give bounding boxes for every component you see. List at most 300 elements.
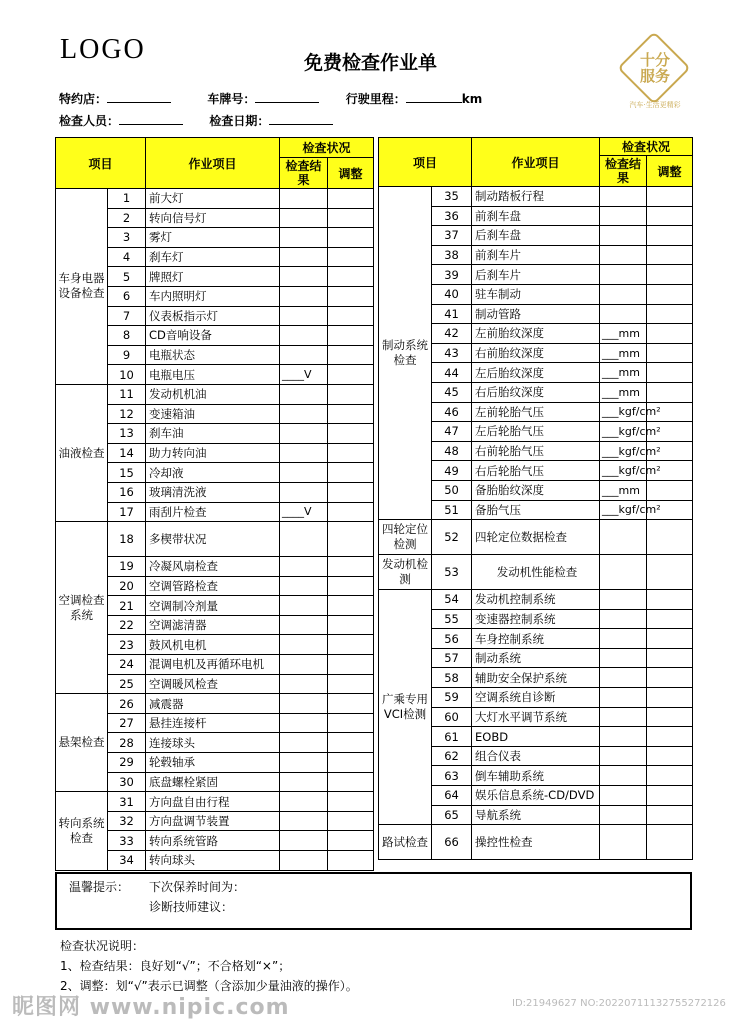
adjust-cell[interactable] — [328, 424, 374, 444]
task-name: 变速器控制系统 — [472, 609, 600, 629]
adjust-cell[interactable] — [647, 668, 693, 688]
result-cell[interactable]: ___kgf/cm² — [600, 500, 647, 520]
task-name: 制动管路 — [472, 304, 600, 324]
result-cell[interactable]: ___mm — [600, 480, 647, 500]
task-name: 变速箱油 — [146, 404, 280, 424]
task-name: 前大灯 — [146, 189, 280, 209]
row-number: 55 — [432, 609, 472, 629]
adjust-cell[interactable] — [328, 557, 374, 577]
adjust-cell[interactable] — [328, 228, 374, 248]
row-number: 66 — [432, 825, 472, 860]
task-name: 驻车制动 — [472, 284, 600, 304]
row-number: 2 — [108, 208, 146, 228]
task-name: 导航系统 — [472, 805, 600, 825]
task-name: 冷凝风扇检查 — [146, 557, 280, 577]
adjust-cell[interactable] — [647, 766, 693, 786]
result-cell[interactable] — [280, 596, 328, 616]
task-name: 发动机机油 — [146, 384, 280, 404]
adjust-cell[interactable] — [328, 208, 374, 228]
row-number: 47 — [432, 422, 472, 442]
mileage-label: 行驶里程： — [345, 92, 406, 106]
adjust-cell[interactable] — [647, 304, 693, 324]
page-title: 免费检查作业单 — [303, 52, 437, 74]
adjust-cell[interactable] — [328, 404, 374, 424]
row-number: 57 — [432, 648, 472, 668]
task-name: 右前轮胎气压 — [472, 441, 600, 461]
row-number: 26 — [108, 694, 146, 714]
row-number: 8 — [108, 326, 146, 346]
result-cell[interactable]: ____V — [280, 365, 328, 385]
result-cell[interactable] — [600, 226, 647, 246]
result-cell[interactable]: ___mm — [600, 324, 647, 344]
adjust-cell[interactable] — [647, 245, 693, 265]
adjust-cell[interactable] — [328, 189, 374, 209]
row-number: 54 — [432, 590, 472, 610]
adjust-cell[interactable] — [328, 713, 374, 733]
task-name: 后刹车盘 — [472, 226, 600, 246]
task-name: 空调管路检查 — [146, 576, 280, 596]
result-cell[interactable] — [280, 267, 328, 287]
right-inspection-table — [378, 137, 693, 860]
result-cell[interactable] — [280, 326, 328, 346]
row-number: 56 — [432, 629, 472, 649]
adjust-cell[interactable] — [328, 267, 374, 287]
table-row — [379, 825, 693, 860]
task-name: 悬挂连接杆 — [146, 713, 280, 733]
row-number: 49 — [432, 461, 472, 481]
adjust-cell[interactable] — [328, 326, 374, 346]
adjust-cell[interactable] — [328, 674, 374, 694]
task-name: 操控性检查 — [472, 825, 600, 860]
result-cell[interactable] — [280, 674, 328, 694]
adjust-cell[interactable] — [647, 609, 693, 629]
mileage-field[interactable] — [406, 90, 462, 103]
row-number: 45 — [432, 382, 472, 402]
row-number: 61 — [432, 727, 472, 747]
task-name: 右后轮胎气压 — [472, 461, 600, 481]
task-name: 四轮定位数据检查 — [472, 520, 600, 555]
result-cell[interactable] — [600, 304, 647, 324]
header-status: 检查状况 — [280, 138, 374, 158]
row-number: 36 — [432, 206, 472, 226]
result-cell[interactable]: ___kgf/cm² — [600, 461, 647, 481]
row-number: 42 — [432, 324, 472, 344]
result-cell[interactable] — [280, 811, 328, 831]
inspector-field[interactable] — [119, 112, 183, 125]
result-cell[interactable]: ____V — [280, 502, 328, 522]
adjust-cell[interactable] — [328, 522, 374, 557]
adjust-cell[interactable] — [647, 727, 693, 747]
result-cell[interactable]: ___kgf/cm² — [600, 441, 647, 461]
result-cell[interactable] — [600, 284, 647, 304]
task-name: 备胎胎纹深度 — [472, 480, 600, 500]
result-cell[interactable] — [600, 668, 647, 688]
task-name: 冷却液 — [146, 463, 280, 483]
task-name: 右前胎纹深度 — [472, 343, 600, 363]
adjust-cell[interactable] — [328, 615, 374, 635]
adjust-cell[interactable] — [647, 707, 693, 727]
result-cell[interactable] — [280, 851, 328, 871]
row-number: 11 — [108, 384, 146, 404]
row-number: 13 — [108, 424, 146, 444]
result-cell[interactable] — [280, 345, 328, 365]
task-name: 雾灯 — [146, 228, 280, 248]
next-service-label: 下次保养时间为： — [149, 880, 246, 894]
row-number: 35 — [432, 187, 472, 207]
adjust-cell[interactable] — [328, 365, 374, 385]
task-name: 牌照灯 — [146, 267, 280, 287]
row-number: 18 — [108, 522, 146, 557]
task-name: 备胎气压 — [472, 500, 600, 520]
task-name: 后刹车片 — [472, 265, 600, 285]
watermark-site: 昵图网 www.nipic.com — [12, 995, 290, 1020]
row-number: 20 — [108, 576, 146, 596]
adjust-cell[interactable] — [328, 811, 374, 831]
result-cell[interactable] — [600, 727, 647, 747]
adjust-cell[interactable] — [647, 187, 693, 207]
result-cell[interactable] — [280, 522, 328, 557]
tips-label: 温馨提示： — [69, 880, 130, 894]
adjust-cell[interactable] — [647, 284, 693, 304]
brand-line2: 服务 — [639, 67, 670, 85]
header-task: 作业项目 — [472, 138, 600, 187]
header-adjust: 调整 — [328, 158, 374, 189]
result-cell[interactable] — [280, 792, 328, 812]
row-number: 41 — [432, 304, 472, 324]
header-item: 项目 — [56, 138, 146, 189]
header-task: 作业项目 — [146, 138, 280, 189]
task-name: 左前胎纹深度 — [472, 324, 600, 344]
result-cell[interactable] — [280, 655, 328, 675]
header-adjust: 调整 — [647, 156, 693, 187]
notes-line-1: 1、检查结果：良好划“√”；不合格划“×”； — [60, 959, 291, 973]
result-cell[interactable] — [280, 463, 328, 483]
task-name: 多楔带状况 — [146, 522, 280, 557]
row-number: 14 — [108, 443, 146, 463]
adjust-cell[interactable] — [647, 226, 693, 246]
shop-field[interactable] — [107, 90, 171, 103]
task-name: 玻璃清洗液 — [146, 482, 280, 502]
shop-label: 特约店： — [59, 92, 108, 106]
row-number: 52 — [432, 520, 472, 555]
adjust-cell[interactable] — [647, 363, 693, 383]
result-cell[interactable] — [280, 404, 328, 424]
table-row — [56, 792, 374, 812]
adjust-cell[interactable] — [328, 851, 374, 871]
adjust-cell[interactable] — [647, 555, 693, 590]
task-name: 车内照明灯 — [146, 286, 280, 306]
date-field[interactable] — [269, 112, 333, 125]
result-cell[interactable] — [280, 772, 328, 792]
notes-line-2: 2、调整：划“√”表示已调整（含添加少量油液的操作）。 — [60, 979, 358, 993]
adjust-cell[interactable] — [328, 345, 374, 365]
task-name: CD音响设备 — [146, 326, 280, 346]
task-name: 电瓶电压 — [146, 365, 280, 385]
row-number: 53 — [432, 555, 472, 590]
watermark-id: ID:21949627 NO:20220711132755272126 — [512, 998, 726, 1009]
result-cell[interactable] — [280, 557, 328, 577]
result-cell[interactable]: ___mm — [600, 343, 647, 363]
row-number: 5 — [108, 267, 146, 287]
row-number: 22 — [108, 615, 146, 635]
task-name: 刹车灯 — [146, 247, 280, 267]
result-cell[interactable] — [280, 208, 328, 228]
result-cell[interactable] — [600, 746, 647, 766]
result-cell[interactable] — [600, 206, 647, 226]
row-number: 10 — [108, 365, 146, 385]
row-number: 59 — [432, 688, 472, 708]
task-name: 空调制冷剂量 — [146, 596, 280, 616]
adjust-cell[interactable] — [647, 648, 693, 668]
result-cell[interactable] — [280, 306, 328, 326]
adjust-cell[interactable] — [647, 688, 693, 708]
adjust-cell[interactable] — [647, 786, 693, 806]
adjust-cell[interactable] — [328, 831, 374, 851]
adjust-cell[interactable] — [647, 590, 693, 610]
adjust-cell[interactable] — [328, 576, 374, 596]
row-number: 64 — [432, 786, 472, 806]
adjust-cell[interactable] — [647, 825, 693, 860]
adjust-cell[interactable] — [647, 324, 693, 344]
table-row — [379, 187, 693, 207]
row-number: 27 — [108, 713, 146, 733]
adjust-cell[interactable] — [328, 792, 374, 812]
task-name: 制动踏板行程 — [472, 187, 600, 207]
task-name: 前刹车片 — [472, 245, 600, 265]
task-name: 左后胎纹深度 — [472, 363, 600, 383]
result-cell[interactable] — [600, 825, 647, 860]
task-name: 刹车油 — [146, 424, 280, 444]
row-number: 25 — [108, 674, 146, 694]
group-label: 四轮定位 检测 — [379, 520, 432, 555]
plate-field[interactable] — [255, 90, 319, 103]
result-cell[interactable] — [600, 805, 647, 825]
result-cell[interactable] — [600, 766, 647, 786]
task-name: 鼓风机电机 — [146, 635, 280, 655]
result-cell[interactable] — [280, 286, 328, 306]
adjust-cell[interactable] — [328, 286, 374, 306]
task-name: 混调电机及再循环电机 — [146, 655, 280, 675]
header-item: 项目 — [379, 138, 472, 187]
task-name: 车身控制系统 — [472, 629, 600, 649]
result-cell[interactable] — [280, 189, 328, 209]
task-name: 方向盘自由行程 — [146, 792, 280, 812]
adjust-cell[interactable] — [328, 482, 374, 502]
group-label: 制动系统 检查 — [379, 187, 432, 520]
adjust-cell[interactable] — [647, 382, 693, 402]
row-number: 44 — [432, 363, 472, 383]
result-cell[interactable] — [600, 707, 647, 727]
row-number: 17 — [108, 502, 146, 522]
result-cell[interactable] — [600, 786, 647, 806]
row-number: 48 — [432, 441, 472, 461]
group-label: 发动机检 测 — [379, 555, 432, 590]
row-number: 43 — [432, 343, 472, 363]
info-line-1 — [59, 90, 482, 107]
result-cell[interactable] — [280, 247, 328, 267]
row-number: 50 — [432, 480, 472, 500]
task-name: 转向球头 — [146, 851, 280, 871]
result-cell[interactable] — [600, 648, 647, 668]
table-row — [379, 590, 693, 610]
task-name: 助力转向油 — [146, 443, 280, 463]
row-number: 15 — [108, 463, 146, 483]
adjust-cell[interactable] — [328, 694, 374, 714]
adjust-cell[interactable] — [328, 502, 374, 522]
table-row — [56, 384, 374, 404]
row-number: 51 — [432, 500, 472, 520]
result-cell[interactable] — [600, 187, 647, 207]
task-name: 发动机控制系统 — [472, 590, 600, 610]
group-label: 空调检查 系统 — [56, 522, 108, 694]
task-name: 前刹车盘 — [472, 206, 600, 226]
mileage-unit: km — [461, 92, 483, 106]
row-number: 38 — [432, 245, 472, 265]
task-name: 空调系统自诊断 — [472, 688, 600, 708]
task-name: 转向系统管路 — [146, 831, 280, 851]
row-number: 1 — [108, 189, 146, 209]
group-label: 油液检查 — [56, 384, 108, 521]
result-cell[interactable]: ___kgf/cm² — [600, 402, 647, 422]
task-name: 仪表板指示灯 — [146, 306, 280, 326]
result-cell[interactable] — [280, 733, 328, 753]
notes-heading: 检查状况说明： — [60, 939, 145, 953]
result-cell[interactable] — [280, 576, 328, 596]
result-cell[interactable] — [280, 615, 328, 635]
adjust-cell[interactable] — [647, 520, 693, 555]
row-number: 7 — [108, 306, 146, 326]
table-row — [56, 522, 374, 557]
adjust-cell[interactable] — [328, 443, 374, 463]
row-number: 63 — [432, 766, 472, 786]
task-name: 左后轮胎气压 — [472, 422, 600, 442]
task-name: 减震器 — [146, 694, 280, 714]
result-cell[interactable] — [280, 694, 328, 714]
task-name: 底盘螺栓紧固 — [146, 772, 280, 792]
brand-line1: 十分 — [639, 51, 670, 69]
result-cell[interactable] — [600, 520, 647, 555]
task-name: 倒车辅助系统 — [472, 766, 600, 786]
brand-logo — [612, 42, 698, 110]
row-number: 39 — [432, 265, 472, 285]
result-cell[interactable] — [280, 713, 328, 733]
task-name: 雨刮片检查 — [146, 502, 280, 522]
table-row — [379, 555, 693, 590]
row-number: 28 — [108, 733, 146, 753]
result-cell[interactable] — [280, 635, 328, 655]
adjust-cell[interactable] — [647, 343, 693, 363]
adjust-cell[interactable] — [328, 596, 374, 616]
adjust-cell[interactable] — [328, 247, 374, 267]
result-cell[interactable] — [600, 245, 647, 265]
row-number: 33 — [108, 831, 146, 851]
result-cell[interactable] — [600, 688, 647, 708]
result-cell[interactable] — [280, 831, 328, 851]
row-number: 60 — [432, 707, 472, 727]
table-row — [56, 189, 374, 209]
technician-advice-label: 诊断技师建议： — [149, 900, 234, 914]
adjust-cell[interactable] — [647, 805, 693, 825]
inspector-label: 检查人员： — [59, 114, 120, 128]
result-cell[interactable] — [280, 424, 328, 444]
adjust-cell[interactable] — [647, 629, 693, 649]
task-name: 辅助安全保护系统 — [472, 668, 600, 688]
row-number: 4 — [108, 247, 146, 267]
group-label: 转向系统 检查 — [56, 792, 108, 870]
group-label: 广乘专用 VCI检测 — [379, 590, 432, 825]
row-number: 12 — [108, 404, 146, 424]
task-name: 娱乐信息系统-CD/DVD — [472, 786, 600, 806]
task-name: 组合仪表 — [472, 746, 600, 766]
header-result: 检查结果 — [600, 156, 647, 187]
date-label: 检查日期： — [209, 114, 270, 128]
result-cell[interactable] — [280, 753, 328, 773]
group-label: 悬架检查 — [56, 694, 108, 792]
row-number: 34 — [108, 851, 146, 871]
row-number: 40 — [432, 284, 472, 304]
task-name: 轮毂轴承 — [146, 753, 280, 773]
row-number: 21 — [108, 596, 146, 616]
task-name: 发动机性能检查 — [472, 555, 600, 590]
task-name: 连接球头 — [146, 733, 280, 753]
adjust-cell[interactable] — [647, 265, 693, 285]
result-cell[interactable] — [280, 443, 328, 463]
result-cell[interactable] — [600, 555, 647, 590]
task-name: 制动系统 — [472, 648, 600, 668]
result-cell[interactable] — [280, 384, 328, 404]
adjust-cell[interactable] — [328, 384, 374, 404]
row-number: 19 — [108, 557, 146, 577]
task-name: 空调滤清器 — [146, 615, 280, 635]
row-number: 65 — [432, 805, 472, 825]
adjust-cell[interactable] — [647, 206, 693, 226]
adjust-cell[interactable] — [328, 306, 374, 326]
row-number: 6 — [108, 286, 146, 306]
result-cell[interactable] — [600, 629, 647, 649]
adjust-cell[interactable] — [328, 753, 374, 773]
adjust-cell[interactable] — [328, 463, 374, 483]
notes-section — [60, 936, 358, 996]
result-cell[interactable] — [600, 609, 647, 629]
result-cell[interactable]: ___mm — [600, 363, 647, 383]
logo-text: LOGO — [60, 34, 146, 65]
adjust-cell[interactable] — [328, 772, 374, 792]
result-cell[interactable] — [280, 482, 328, 502]
tips-box — [55, 872, 692, 930]
group-label: 路试检查 — [379, 825, 432, 860]
result-cell[interactable] — [600, 265, 647, 285]
result-cell[interactable]: ___mm — [600, 382, 647, 402]
task-name: 左前轮胎气压 — [472, 402, 600, 422]
header-result: 检查结果 — [280, 158, 328, 189]
task-name: 方向盘调节装置 — [146, 811, 280, 831]
result-cell[interactable] — [280, 228, 328, 248]
task-name: 转向信号灯 — [146, 208, 280, 228]
result-cell[interactable]: ___kgf/cm² — [600, 422, 647, 442]
adjust-cell[interactable] — [647, 746, 693, 766]
adjust-cell[interactable] — [647, 480, 693, 500]
result-cell[interactable] — [600, 590, 647, 610]
task-name: 大灯水平调节系统 — [472, 707, 600, 727]
adjust-cell[interactable] — [328, 655, 374, 675]
row-number: 29 — [108, 753, 146, 773]
adjust-cell[interactable] — [328, 733, 374, 753]
info-line-2 — [59, 112, 333, 129]
task-name: 空调暖风检查 — [146, 674, 280, 694]
table-row — [379, 520, 693, 555]
adjust-cell[interactable] — [328, 635, 374, 655]
row-number: 58 — [432, 668, 472, 688]
